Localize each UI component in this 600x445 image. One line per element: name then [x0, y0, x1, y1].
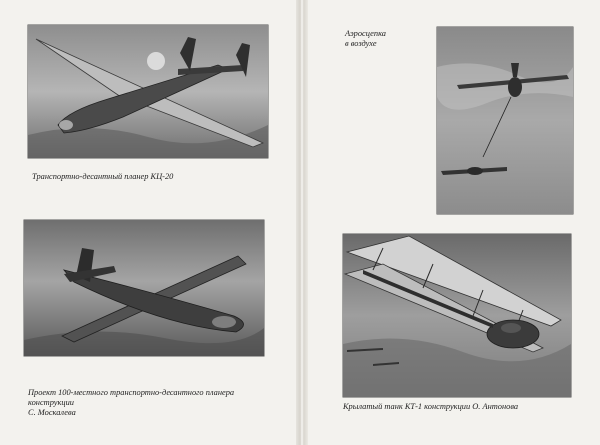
winged-tank-kt1-photo [343, 234, 571, 397]
glider-100-seat-caption-line1: Проект 100-местного транспортно-десантного планера конструкции [28, 388, 235, 407]
aerotow-illustration [437, 27, 573, 214]
glider-100-seat-photo [24, 220, 264, 356]
glider-100-seat-caption-line2: С. Москалева [28, 408, 76, 417]
glider-kc20-caption: Транспортно-десантный планер КЦ-20 [32, 172, 174, 181]
winged-tank-kt1-caption: Крылатый танк КТ-1 конструкции О. Антонова [343, 402, 519, 411]
aerotow-caption-line1: Аэросцепка [345, 29, 386, 38]
glider-kc20-photo [28, 25, 268, 158]
aerotow-caption-line2: в воздухе [345, 39, 377, 48]
aerotow-photo [437, 27, 573, 214]
winged-tank-kt1-illustration [343, 234, 571, 397]
glider-kc20-illustration [28, 25, 268, 158]
book-gutter [296, 0, 308, 445]
glider-100-seat-caption [28, 388, 278, 418]
aerotow-caption [345, 29, 425, 49]
glider-100-seat-illustration [24, 220, 264, 356]
